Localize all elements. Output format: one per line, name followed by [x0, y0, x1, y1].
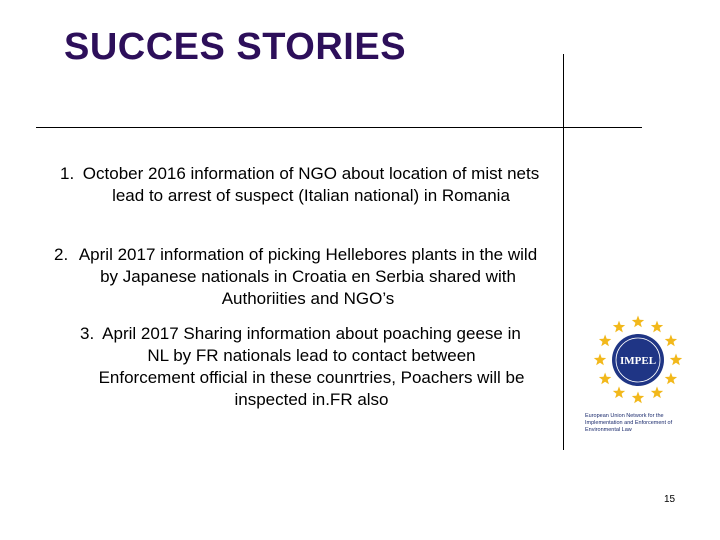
list-item [80, 323, 525, 411]
vertical-divider [563, 54, 564, 450]
list-item [60, 163, 540, 207]
list-item-number: 2. [54, 245, 69, 264]
list-item [54, 244, 540, 310]
star-icon [665, 335, 677, 347]
page-number: 15 [664, 494, 676, 505]
list-item-text: April 2017 information of picking Hellebores plants in the wild by Japanese nationals in Croatia en Serbia shared with Authoriities and NGO’s [78, 245, 538, 308]
list-item-number: 3. [80, 324, 95, 343]
logo-wordmark: IMPEL [619, 355, 657, 367]
star-icon [594, 354, 606, 366]
star-icon [613, 386, 625, 398]
list-item-text: April 2017 Sharing information about poaching geese in NL by FR nationals lead to contact between Enforcement official in these counrtries, Poachers will be inspected in.FR also [98, 324, 525, 409]
horizontal-divider [36, 127, 642, 128]
star-icon [599, 373, 611, 385]
star-icon [599, 335, 611, 347]
star-icon [632, 392, 644, 404]
list-item-number: 1. [60, 164, 75, 183]
star-icon [632, 316, 644, 328]
star-icon [651, 321, 663, 333]
list-item-text: October 2016 information of NGO about location of mist nets lead to arrest of suspect (Italian national) in Romania [82, 164, 540, 205]
star-icon [651, 386, 663, 398]
star-icon [670, 354, 682, 366]
star-icon [665, 373, 677, 385]
star-icon [613, 321, 625, 333]
slide-title: SUCCES STORIES [64, 26, 407, 68]
logo-caption: European Union Network for the Implementation and Enforcement of Environmental Law [585, 413, 673, 433]
